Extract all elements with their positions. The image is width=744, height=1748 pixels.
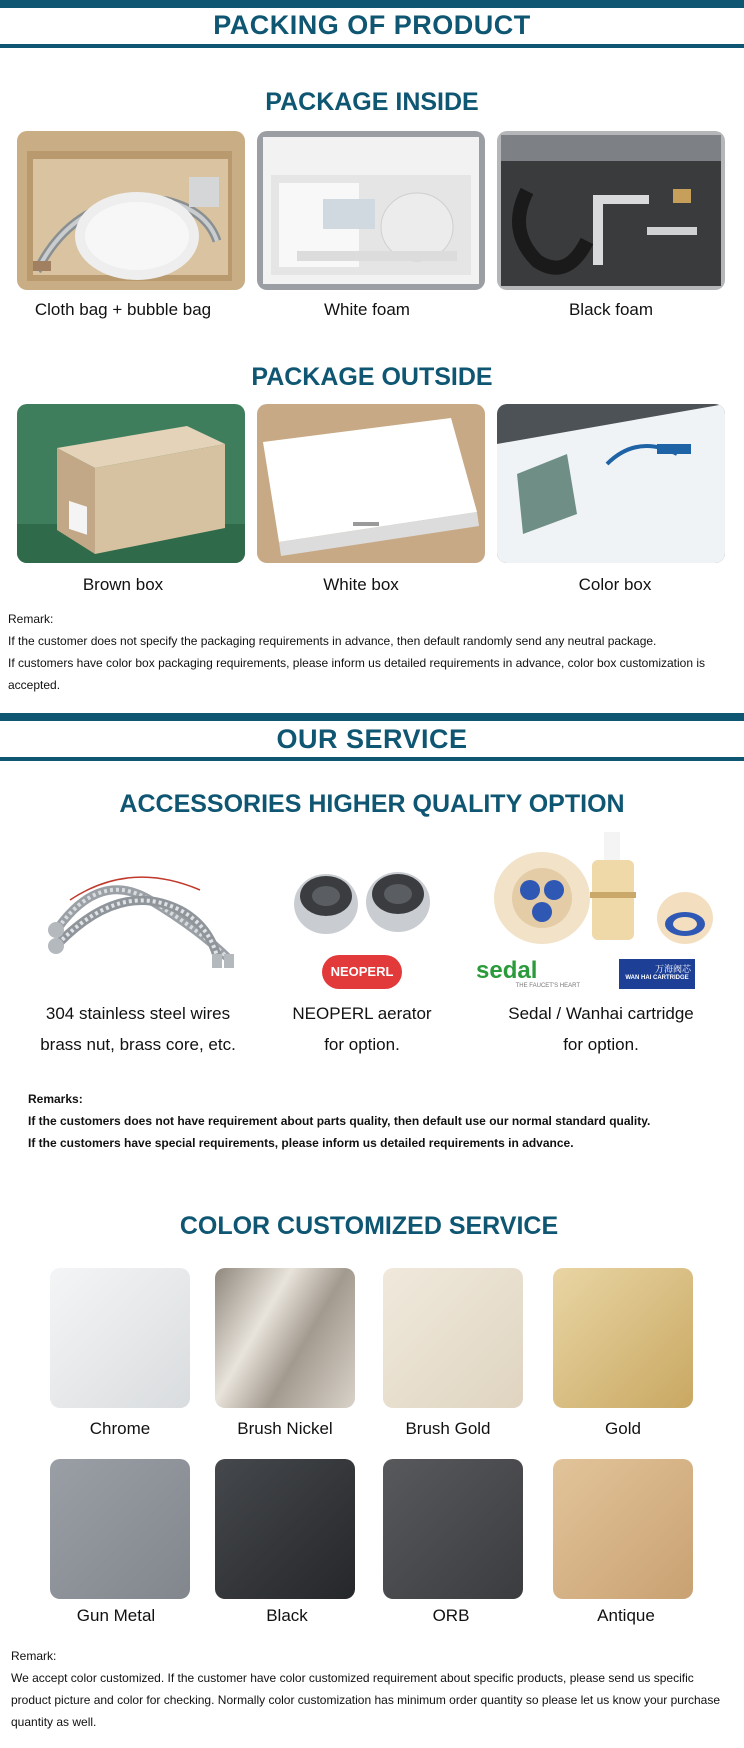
wanhai-logo [619, 959, 695, 989]
service-banner [0, 713, 744, 761]
cloth-bag-photo [17, 131, 245, 290]
outside-caption: Color box [578, 575, 652, 594]
wanhai-logo-cn: 万海阀芯 [654, 964, 691, 974]
gold-swatch [553, 1268, 693, 1408]
antique-swatch [553, 1459, 693, 1599]
packing-remark [8, 608, 736, 696]
color-caption: Black [266, 1606, 308, 1625]
orb-swatch [383, 1459, 523, 1599]
color-service-title: COLOR CUSTOMIZED SERVICE [179, 1212, 559, 1240]
banner-bar [0, 0, 744, 8]
remark-line: If customers have color box packaging requirements, please inform us detailed requirements in advance, color box customization is accepted. [8, 656, 706, 692]
package-inside-title: PACKAGE INSIDE [265, 88, 479, 116]
brush-nickel-swatch [215, 1268, 355, 1408]
accessory-caption-line: for option. [324, 1035, 400, 1054]
accessory-caption [476, 998, 726, 1060]
accessory-caption [13, 998, 263, 1060]
hoses-photo [40, 860, 240, 970]
accessory-caption-line: Sedal / Wanhai cartridge [508, 1004, 694, 1023]
color-caption: Brush Nickel [237, 1419, 333, 1438]
banner-bar [0, 44, 744, 48]
color-caption: Brush Gold [405, 1419, 491, 1438]
accessory-caption-line: brass nut, brass core, etc. [40, 1035, 236, 1054]
service-title: OUR SERVICE [276, 724, 468, 754]
black-swatch [215, 1459, 355, 1599]
color-caption: Chrome [89, 1419, 151, 1438]
inside-caption: Cloth bag + bubble bag [34, 300, 212, 319]
color-caption: Gun Metal [76, 1606, 156, 1625]
color-remark-heading: Remark: [11, 1649, 57, 1663]
banner-bar [0, 757, 744, 761]
remarks-line: If the customers have special requirements, please inform us detailed requirements in advance. [28, 1136, 574, 1150]
accessory-caption [237, 998, 487, 1060]
cartridge-photo [490, 832, 720, 952]
sedal-logo [476, 959, 586, 993]
wanhai-logo-text: WAN HAI CARTRIDGE [625, 975, 689, 981]
outside-caption: White box [323, 575, 399, 594]
black-foam-photo [497, 131, 725, 290]
chrome-swatch [50, 1268, 190, 1408]
gun-metal-swatch [50, 1459, 190, 1599]
outside-caption: Brown box [82, 575, 164, 594]
brush-gold-swatch [383, 1268, 523, 1408]
white-foam-photo [257, 131, 485, 290]
remarks-line: If the customers does not have requirement about parts quality, then default use our normal standard quality. [28, 1114, 651, 1128]
remark-heading: Remark: [8, 612, 54, 626]
color-remark [11, 1645, 733, 1733]
color-caption: Antique [597, 1606, 655, 1625]
remark-line: If the customer does not specify the packaging requirements in advance, then default randomly send any neutral package. [8, 634, 657, 648]
color-caption: Gold [605, 1419, 641, 1438]
color-remark-text: We accept color customized. If the customer have color customized requirement about specific products, please send us specific product picture and color for checking. Normally color customization has minimum order quantity so please let us know your purchase quantity as well. [11, 1671, 720, 1729]
packing-banner [0, 0, 744, 48]
accessory-caption-line: 304 stainless steel wires [45, 1004, 231, 1023]
accessories-title: ACCESSORIES HIGHER QUALITY OPTION [119, 790, 625, 818]
neoperl-logo: NEOPERL [322, 955, 402, 989]
sedal-logo-tagline: THE FAUCET'S HEART [515, 983, 580, 989]
packing-title: PACKING OF PRODUCT [213, 10, 531, 40]
sedal-logo-word: sedal [476, 957, 538, 984]
aerator-photo [288, 870, 438, 940]
accessory-caption-line: NEOPERL aerator [292, 1004, 432, 1023]
color-box-photo [497, 404, 725, 563]
brown-box-photo [17, 404, 245, 563]
white-box-photo [257, 404, 485, 563]
accessories-remarks [28, 1088, 728, 1154]
color-caption: ORB [432, 1606, 470, 1625]
accessory-caption-line: for option. [563, 1035, 639, 1054]
remarks-heading: Remarks: [28, 1092, 83, 1106]
inside-caption: White foam [324, 300, 410, 319]
inside-caption: Black foam [568, 300, 654, 319]
banner-bar [0, 713, 744, 721]
package-outside-title: PACKAGE OUTSIDE [251, 363, 493, 391]
